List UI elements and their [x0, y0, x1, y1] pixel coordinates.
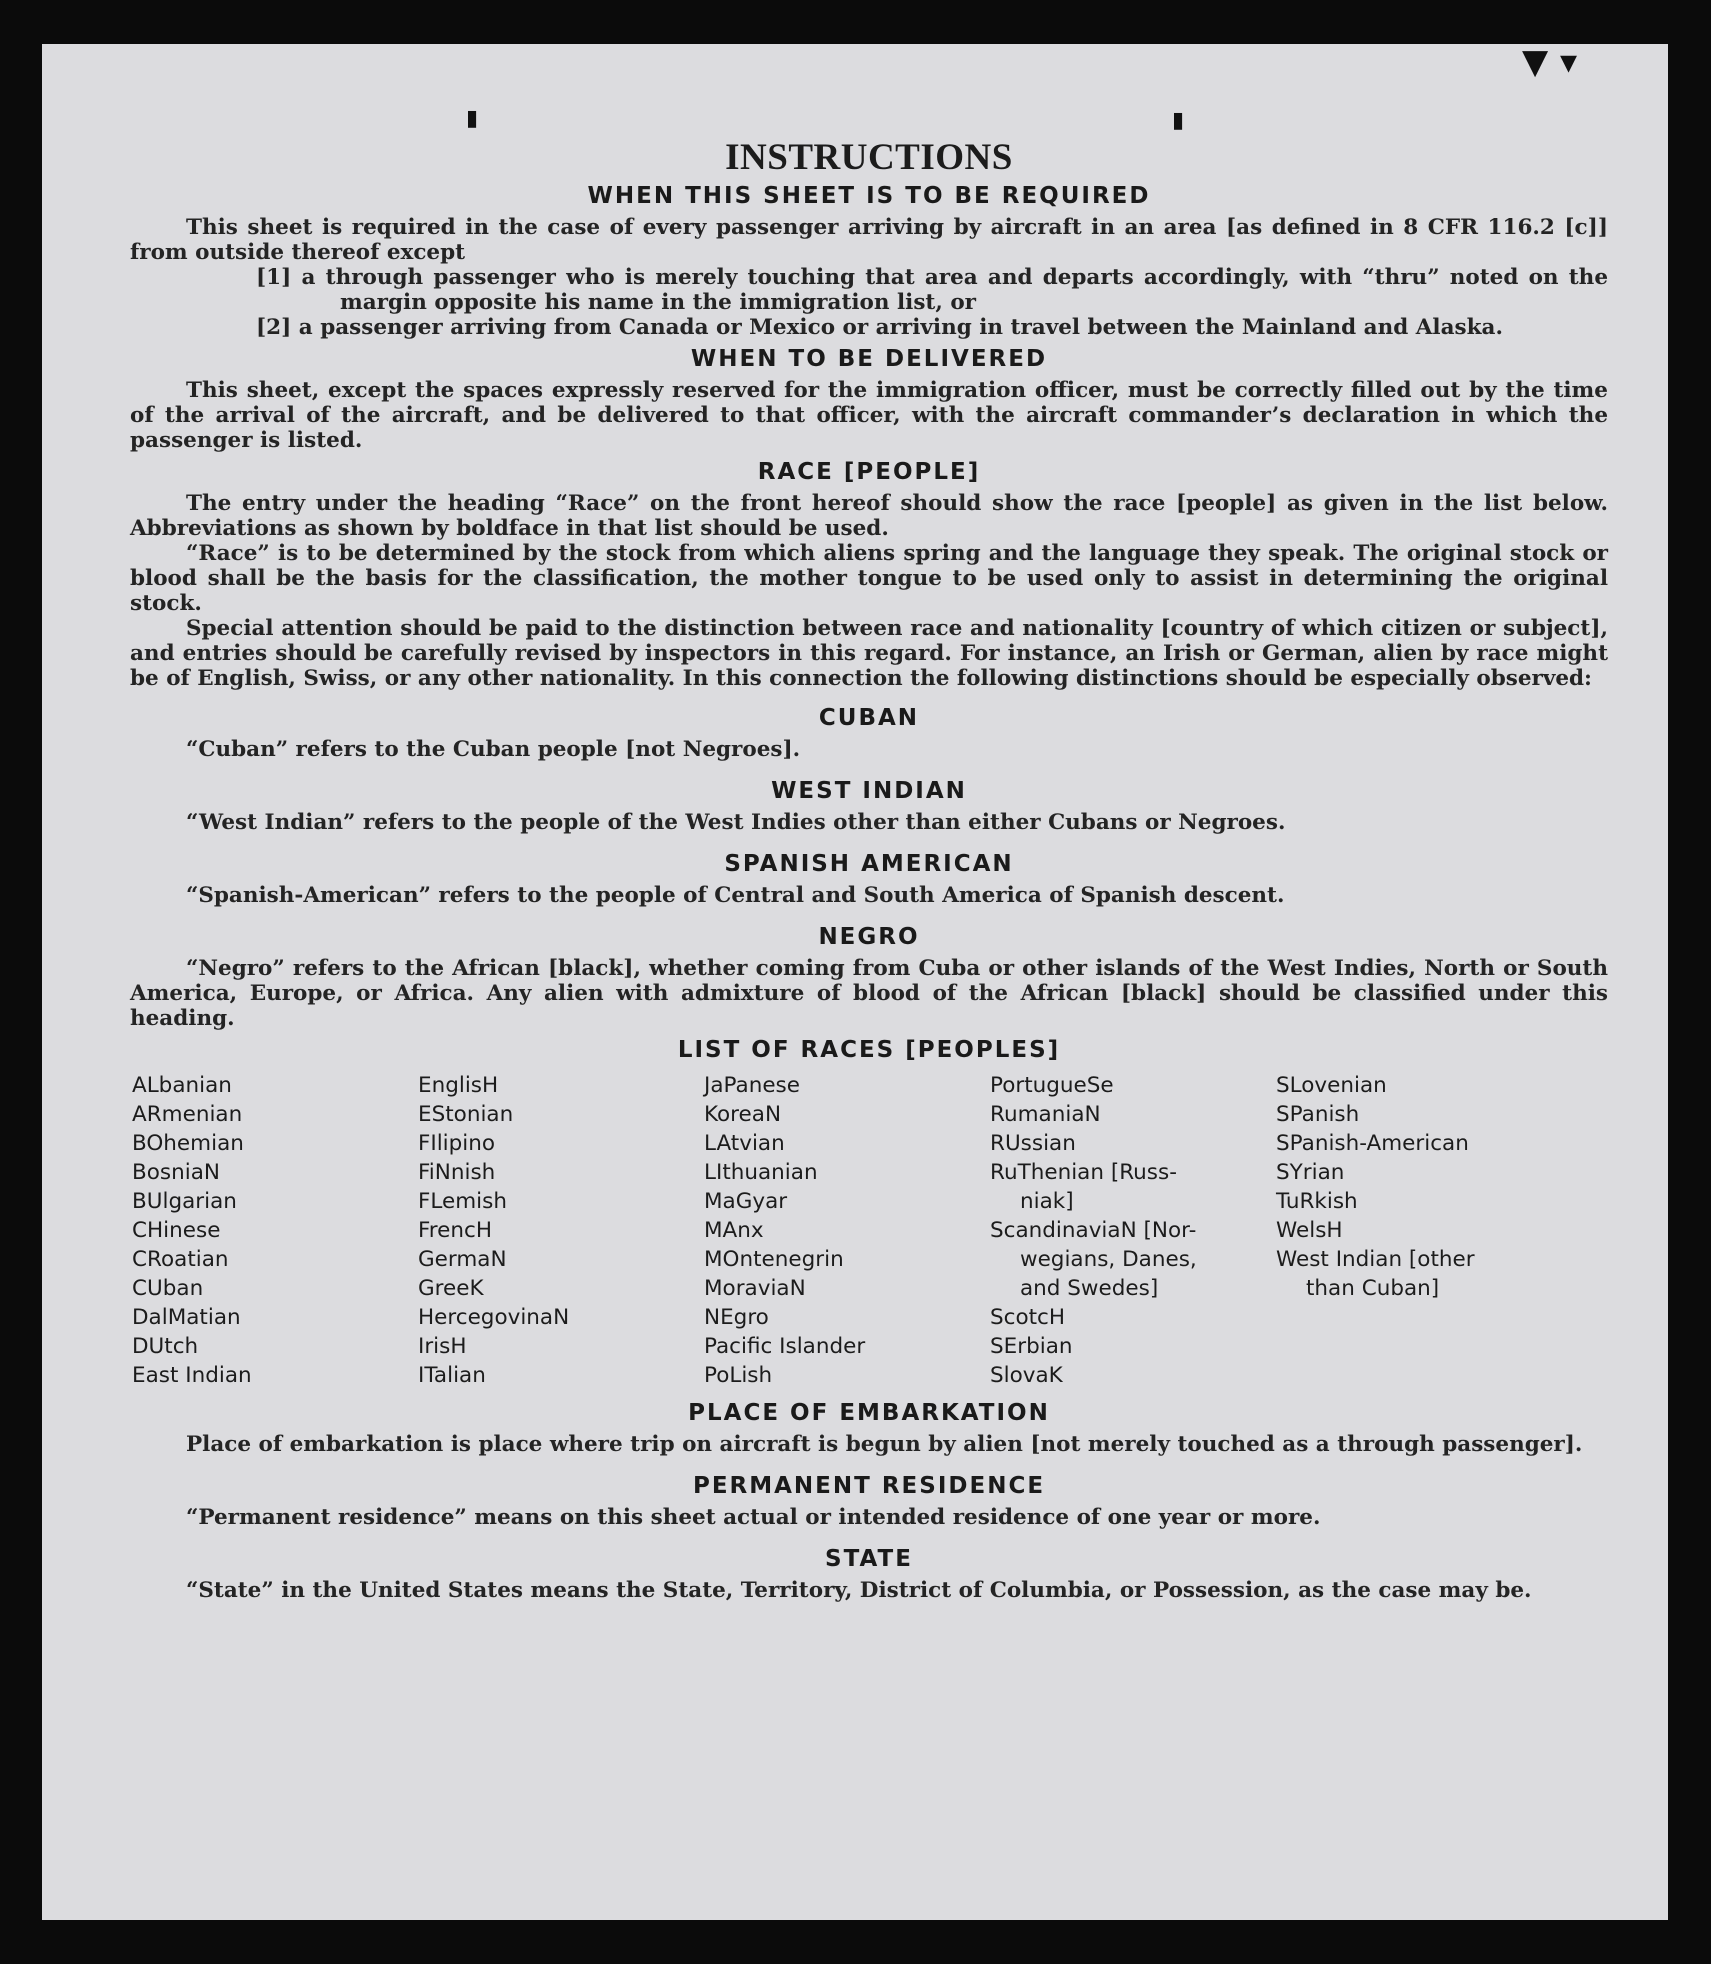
race-item: ScotcH — [990, 1305, 1066, 1330]
race-item: BOhemian — [132, 1131, 244, 1156]
race-item: SlovaK — [990, 1363, 1063, 1388]
race-item: SLovenian — [1276, 1073, 1387, 1098]
race-paragraph-2: “Race” is to be determined by the stock from which aliens spring and the language they speak. The original stock or blood shall be the basis for the classification, the mother tongue to be used only to assist in determining the original stock. — [130, 541, 1608, 616]
race-item: RuThenian [Russ- — [990, 1160, 1177, 1185]
required-intro: This sheet is required in the case of every passenger arriving by aircraft in an area [as defined in 8 CFR 116.2 [c]] from outside thereof except — [130, 215, 1608, 265]
west-indian-text: “West Indian” refers to the people of the West Indies other than either Cubans or Negroes. — [186, 810, 1286, 835]
instructions-content — [130, 136, 1608, 1603]
heading-west-indian: WEST INDIAN — [771, 778, 967, 804]
heading-embarkation: PLACE OF EMBARKATION — [688, 1400, 1050, 1426]
race-item: ITalian — [418, 1363, 486, 1388]
heading-required: WHEN THIS SHEET IS TO BE REQUIRED — [587, 183, 1151, 209]
race-item: WelsH — [1276, 1218, 1343, 1243]
heading-spanish-american: SPANISH AMERICAN — [724, 851, 1014, 877]
cuban-text: “Cuban” refers to the Cuban people [not Negroes]. — [186, 737, 801, 762]
race-item-continued: wegians, Danes, — [1020, 1247, 1197, 1272]
race-item: East Indian — [132, 1363, 252, 1388]
race-item: ALbanian — [132, 1073, 232, 1098]
heading-negro: NEGRO — [818, 924, 920, 950]
race-item: KoreaN — [704, 1102, 782, 1127]
race-item: DUtch — [132, 1334, 199, 1359]
race-item: BosniaN — [132, 1160, 220, 1185]
heading-delivered: WHEN TO BE DELIVERED — [690, 346, 1048, 372]
required-item-2: [2] a passenger arriving from Canada or Mexico or arriving in travel between the Mainland and Alaska. — [256, 315, 1503, 340]
race-paragraph-1: The entry under the heading “Race” on the front hereof should show the race [people] as given in the list below. Abbreviations as shown by boldface in that list should be used. — [130, 491, 1608, 541]
spanish-american-text: “Spanish-American” refers to the people of Central and South America of Spanish descent. — [186, 883, 1285, 908]
embarkation-text: Place of embarkation is place where trip on aircraft is begun by alien [not merely touched as a through passenger]. — [186, 1432, 1583, 1457]
race-item: LIthuanian — [704, 1160, 818, 1185]
race-item: SErbian — [990, 1334, 1073, 1359]
race-item: JaPanese — [704, 1073, 800, 1098]
race-item-continued: and Swedes] — [1020, 1276, 1159, 1301]
race-item: BUlgarian — [132, 1189, 237, 1214]
races-column-1 — [132, 1071, 418, 1390]
corner-mark: ▼ ▾ — [1522, 42, 1578, 82]
races-column-5 — [1276, 1071, 1576, 1390]
race-item: CUban — [132, 1276, 204, 1301]
race-item: SPanish — [1276, 1102, 1360, 1127]
delivered-text: This sheet, except the spaces expressly reserved for the immigration officer, must be correctly filled out by the time of the arrival of the aircraft, and be delivered to that officer, with the aircraft commander’s declaration in which the passenger is listed. — [130, 378, 1608, 453]
race-item: West Indian [other — [1276, 1247, 1475, 1272]
race-item: HercegovinaN — [418, 1305, 570, 1330]
races-column-4 — [990, 1071, 1276, 1390]
race-item: RUssian — [990, 1131, 1076, 1156]
races-column-2 — [418, 1071, 704, 1390]
heading-cuban: CUBAN — [818, 705, 920, 731]
races-column-3 — [704, 1071, 990, 1390]
permanent-residence-text: “Permanent residence” means on this sheet actual or intended residence of one year or more. — [186, 1505, 1321, 1530]
race-item: MAnx — [704, 1218, 764, 1243]
race-item: IrisH — [418, 1334, 467, 1359]
punch-mark-left: ▮ — [466, 106, 479, 131]
race-item: TuRkish — [1276, 1189, 1358, 1214]
race-item: FIlipino — [418, 1131, 496, 1156]
race-item: FLemish — [418, 1189, 507, 1214]
race-item: MOntenegrin — [704, 1247, 844, 1272]
document-page — [42, 44, 1668, 1920]
race-item: EStonian — [418, 1102, 514, 1127]
race-item: ScandinaviaN [Nor- — [990, 1218, 1197, 1243]
race-item: SPanish-American — [1276, 1131, 1469, 1156]
race-item: RumaniaN — [990, 1102, 1101, 1127]
race-item: SYrian — [1276, 1160, 1345, 1185]
punch-mark-right: ▮ — [1172, 108, 1185, 133]
race-item: DalMatian — [132, 1305, 241, 1330]
heading-list-of-races: LIST OF RACES [PEOPLES] — [677, 1037, 1061, 1063]
race-item: Pacific Islander — [704, 1334, 866, 1359]
race-item-continued: than Cuban] — [1306, 1276, 1440, 1301]
race-item: GreeK — [418, 1276, 484, 1301]
state-text: “State” in the United States means the State, Territory, District of Columbia, or Possession, as the case may be. — [186, 1578, 1532, 1603]
race-item: CHinese — [132, 1218, 221, 1243]
heading-race: RACE [PEOPLE] — [757, 459, 981, 485]
race-item: MaGyar — [704, 1189, 788, 1214]
race-item: ARmenian — [132, 1102, 243, 1127]
race-item: FrencH — [418, 1218, 493, 1243]
race-item: GermaN — [418, 1247, 507, 1272]
race-item: CRoatian — [132, 1247, 229, 1272]
race-item: LAtvian — [704, 1131, 785, 1156]
race-item-continued: niak] — [1020, 1189, 1074, 1214]
race-item: PortugueSe — [990, 1073, 1114, 1098]
race-item: MoraviaN — [704, 1276, 806, 1301]
negro-text: “Negro” refers to the African [black], whether coming from Cuba or other islands of the West Indies, North or South America, Europe, or Africa. Any alien with admixture of blood of the African [black] should be classified under this heading. — [130, 956, 1608, 1031]
race-paragraph-3: Special attention should be paid to the distinction between race and nationality [country of which citizen or subject], and entries should be carefully revised by inspectors in this regard. For instance, an Irish or German, alien by race might be of English, Swiss, or any other nationality. In this connection the following distinctions should be especially observed: — [130, 616, 1608, 691]
heading-state: STATE — [825, 1546, 913, 1572]
race-item: PoLish — [704, 1363, 773, 1388]
race-item: NEgro — [704, 1305, 769, 1330]
page-title: INSTRUCTIONS — [725, 137, 1013, 178]
races-list — [132, 1071, 1608, 1390]
required-item-1: [1] a through passenger who is merely touching that area and departs accordingly, with “thru” noted on the margin opposite his name in the immigration list, or — [256, 265, 1608, 315]
race-item: FiNnish — [418, 1160, 496, 1185]
race-item: EnglisH — [418, 1073, 499, 1098]
heading-permanent-residence: PERMANENT RESIDENCE — [692, 1473, 1046, 1499]
